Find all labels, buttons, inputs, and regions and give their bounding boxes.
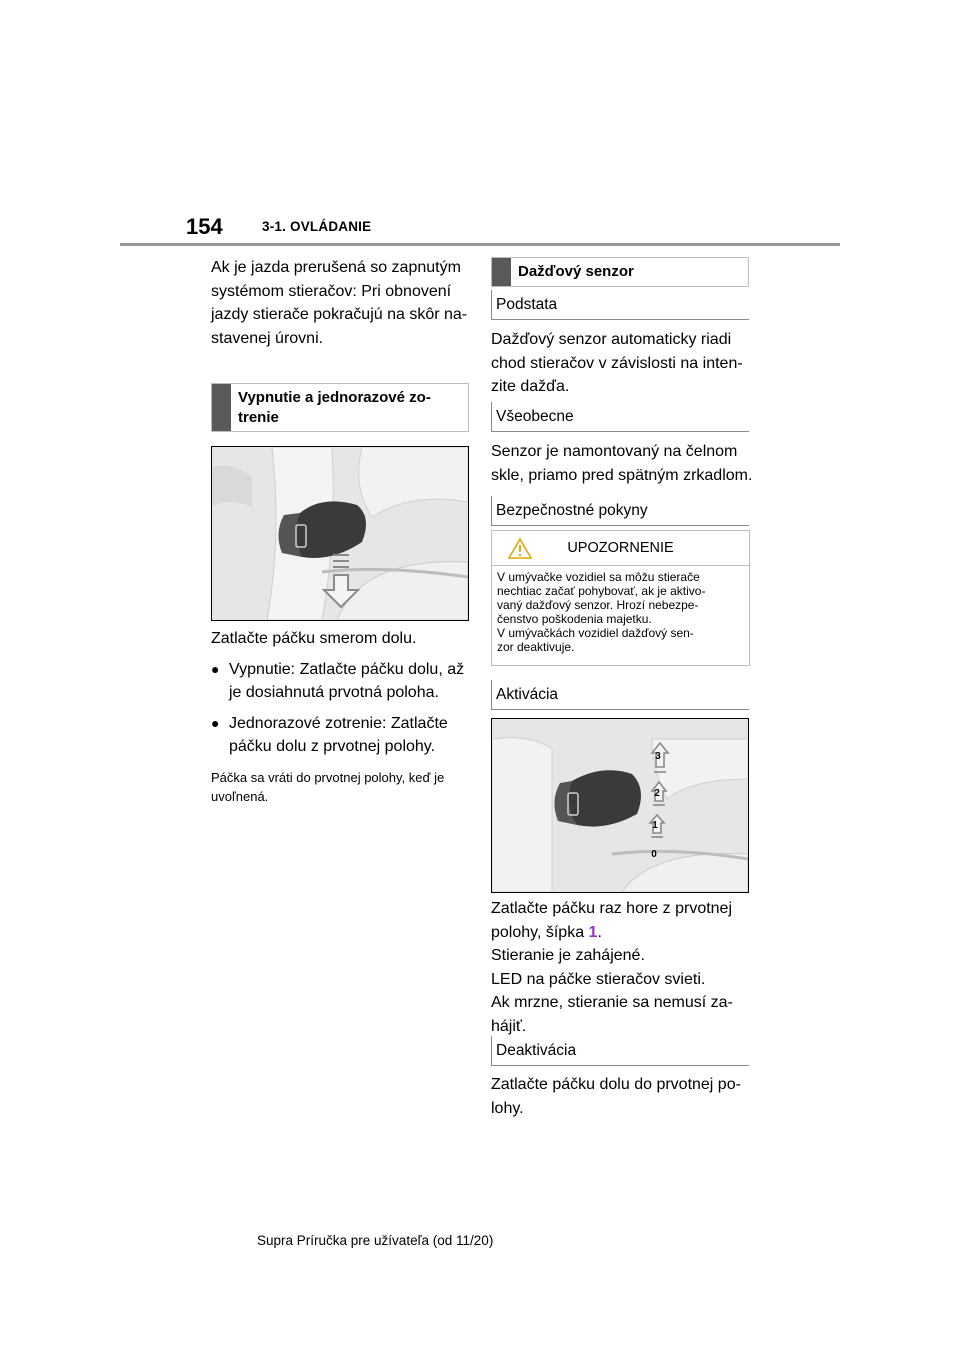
text-line: hájiť.: [491, 1017, 527, 1035]
warning-line: vaný dažďový senzor. Hrozí nebezpe-: [497, 598, 699, 612]
figure-lever-up: [491, 718, 749, 893]
subheading-aktivacia: [491, 680, 749, 710]
text-line: Ak mrzne, stieranie sa nemusí za-: [491, 994, 733, 1011]
text-fragment: .: [597, 923, 602, 941]
heading-text: Dažďový senzor: [518, 263, 634, 280]
subheading-text: Podstata: [496, 295, 558, 313]
subheading-deaktivacia: [491, 1036, 749, 1066]
subheading-text: Aktivácia: [496, 685, 559, 703]
text-line: Zatlačte páčku dolu do prvotnej po-: [491, 1076, 741, 1093]
vseobecne-paragraph: [491, 440, 753, 487]
text-line: stavenej úrovni.: [211, 329, 324, 347]
text-line: Ak je jazda prerušená so zapnutým: [211, 259, 461, 276]
warning-line: čenstvo poškodenia majetku.: [497, 612, 652, 626]
footer-text: Supra Príručka pre užívateľa (od 11/20): [257, 1233, 494, 1248]
subheading-podstata: [491, 290, 749, 320]
section-heading-wiper-off: [211, 383, 469, 432]
text-line: jazdy stierače pokračujú na skôr na-: [211, 306, 468, 323]
heading-bar: [212, 384, 231, 431]
subheading-text: Všeobecne: [496, 407, 574, 425]
lever-down-caption: Zatlačte páčku smerom dolu.: [211, 630, 417, 647]
text-line: Dažďový senzor automaticky riadi: [491, 331, 732, 348]
bullet-dot: ●: [211, 660, 220, 677]
section-title: 3-1. OVLÁDANIE: [262, 219, 372, 234]
text-line: Zatlačte páčku raz hore z prvotnej: [491, 900, 733, 917]
text-line: chod stieračov v závislosti na inten-: [491, 354, 743, 372]
text-line: skle, priamo pred spätným zrkadlom.: [491, 466, 753, 484]
note-line: uvoľnená.: [211, 788, 269, 804]
figure-label-0: 0: [651, 849, 657, 860]
warning-line: zor deaktivuje.: [497, 640, 575, 654]
lever-up-illustration: [492, 719, 748, 892]
left-column: [211, 256, 471, 806]
warning-line: V umývačke vozidiel sa môžu stierače: [497, 570, 700, 584]
lever-down-illustration: [212, 447, 468, 620]
page-number: 154: [186, 214, 223, 239]
subheading-vseobecne: [491, 402, 749, 432]
warning-triangle-icon: [508, 538, 532, 559]
bullet-item: [211, 658, 471, 705]
note-line: Páčka sa vráti do prvotnej polohy, keď je: [211, 769, 445, 785]
section-heading-rain-sensor: [491, 257, 749, 287]
subheading-bezpecnost: [491, 496, 749, 526]
warning-header: [492, 531, 749, 566]
podstata-paragraph: [491, 328, 753, 399]
warning-line: nechtiac začať pohybovať, ak je aktivo-: [497, 584, 706, 598]
figure-lever-down: [211, 446, 469, 621]
heading-line: trenie: [238, 408, 279, 426]
text-line: Senzor je namontovaný na čelnom: [491, 443, 738, 460]
arrow-number: 1: [588, 923, 598, 941]
warning-box: [491, 530, 750, 666]
text-fragment: polohy, šípka: [491, 923, 589, 941]
heading-line: Vypnutie a jednorazové zo-: [238, 388, 431, 406]
text-line: [491, 921, 753, 945]
text-line: systémom stieračov: Pri obnovení: [211, 282, 452, 300]
bullet-item: [211, 712, 471, 759]
figure-label-2: 2: [654, 788, 660, 799]
intro-paragraph: [211, 256, 471, 350]
figure-label-3: 3: [655, 751, 661, 762]
figure-label-1: 1: [652, 820, 658, 831]
aktivacia-text: [491, 897, 753, 1038]
heading-bar: [492, 258, 511, 286]
warning-text: [492, 566, 749, 660]
warning-line: V umývačkách vozidiel dažďový sen-: [497, 626, 694, 640]
lever-note: [211, 768, 471, 806]
bullet-dot: ●: [211, 714, 220, 731]
bullet-line: páčku dolu z prvotnej polohy.: [229, 738, 436, 755]
text-line: LED na páčke stieračov svieti.: [491, 970, 706, 988]
deaktivacia-paragraph: [491, 1073, 753, 1120]
text-line: Stieranie je zahájené.: [491, 947, 645, 964]
text-line: zite dažďa.: [491, 378, 570, 395]
text-line: lohy.: [491, 1099, 524, 1117]
bullet-line: Jednorazové zotrenie: Zatlačte: [229, 714, 448, 732]
header-rule: [120, 243, 840, 246]
subheading-text: Bezpečnostné pokyny: [496, 501, 648, 519]
warning-title: UPOZORNENIE: [567, 540, 674, 556]
subheading-text: Deaktivácia: [496, 1041, 577, 1059]
bullet-line: je dosiahnutá prvotná poloha.: [229, 684, 439, 701]
bullet-line: Vypnutie: Zatlačte páčku dolu, až: [229, 660, 465, 678]
